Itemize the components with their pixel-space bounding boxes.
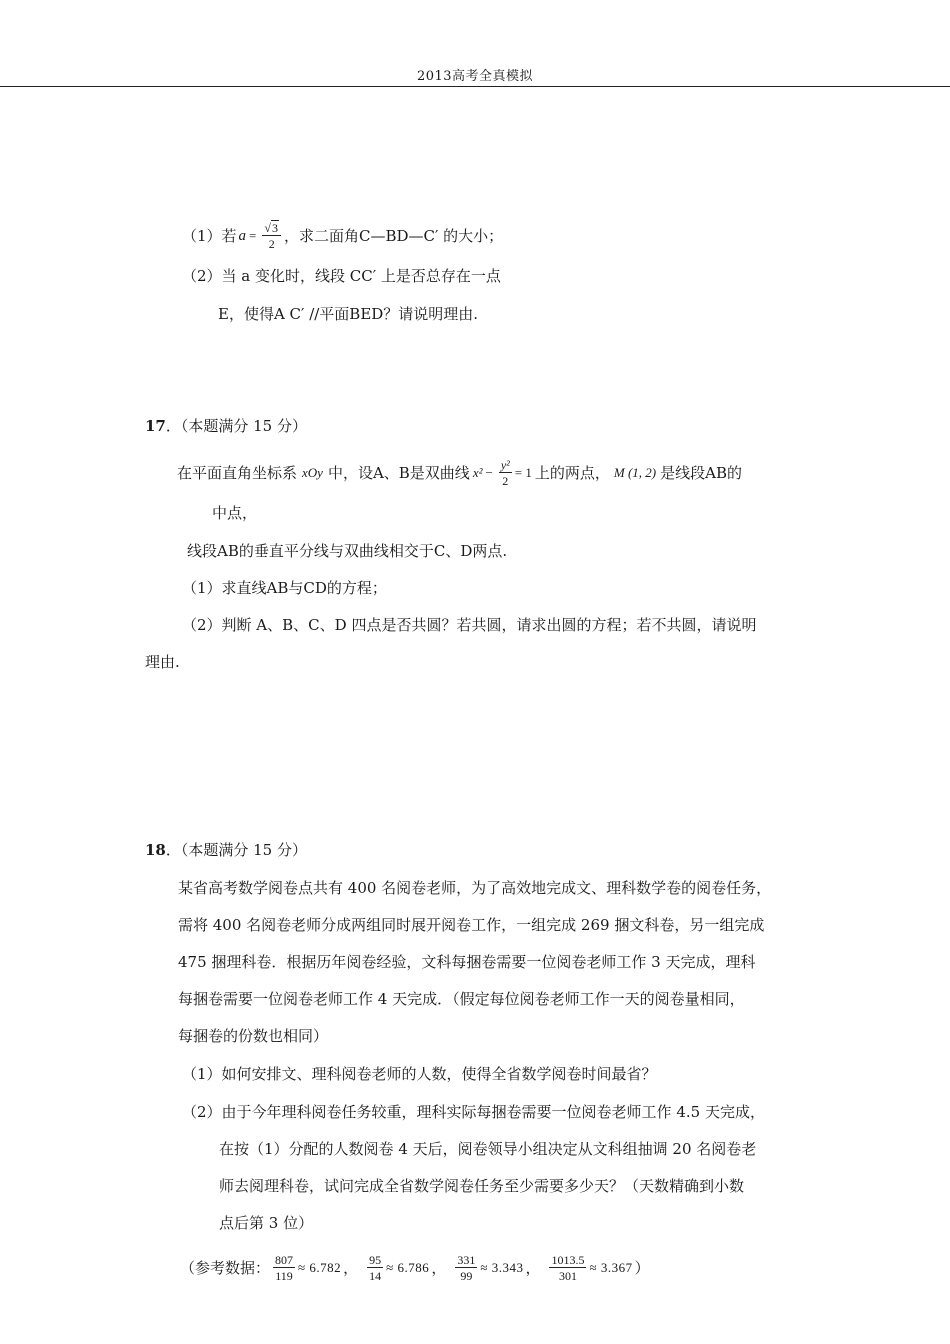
q16-part2-line1: （2）当 a 变化时，线段 CC′ 上是否总存在一点 bbox=[182, 267, 501, 285]
q17-intro-prefix: 在平面直角坐标系 bbox=[177, 464, 298, 482]
q17-intro-end: 是线段AB的 bbox=[660, 464, 742, 482]
q17-hyper-den: 2 bbox=[502, 474, 509, 488]
q16-frac-den: 2 bbox=[268, 237, 275, 251]
ref-fraction-den: 119 bbox=[275, 1269, 293, 1283]
q17-intro-mid: 中，设A、B是双曲线 bbox=[327, 464, 470, 482]
ref-value: ≈ 3.343 bbox=[480, 1260, 524, 1275]
ref-fraction-num: 331 bbox=[457, 1253, 476, 1267]
header-divider bbox=[0, 86, 950, 87]
q16-frac-num: √3 bbox=[262, 222, 281, 236]
q18-sub2-line: 在按（1）分配的人数阅卷 4 天后，阅卷领导小组决定从文科组抽调 20 名阅卷老 bbox=[219, 1140, 757, 1158]
ref-fraction bbox=[273, 1254, 295, 1282]
q18-para-line: 某省高考数学阅卷点共有 400 名阅卷老师，为了高效地完成文、理科数学卷的阅卷任务， bbox=[178, 879, 772, 897]
q16-part1 bbox=[182, 222, 503, 250]
q17-title bbox=[145, 415, 307, 437]
q18-para-line: 每捆卷需要一位阅卷老师工作 4 天完成．（假定每位阅卷老师工作一天的阅卷量相同， bbox=[178, 990, 745, 1008]
q18-para-line: 每捆卷的份数也相同） bbox=[178, 1027, 329, 1045]
q16-part2-line2: E，使得A C′ //平面BED？请说明理由. bbox=[218, 305, 479, 323]
q16-part1-prefix: （1）若 bbox=[182, 227, 237, 245]
ref-prefix: （参考数据： bbox=[180, 1259, 271, 1277]
q17-hyper-minus: − bbox=[485, 465, 493, 480]
q17-point-m: M (1, 2) bbox=[613, 465, 657, 480]
q18-title bbox=[145, 839, 307, 861]
q17-intro bbox=[177, 459, 742, 487]
ref-fraction-num: 95 bbox=[369, 1253, 382, 1267]
q17-sub2-cont: 理由. bbox=[145, 653, 180, 671]
q17-xoy: xOy bbox=[302, 465, 323, 480]
q18-number: 18 bbox=[145, 841, 166, 859]
q17-sub1: （1）求直线AB与CD的方程； bbox=[182, 579, 387, 597]
q18-sub2-line: （2）由于今年理科阅卷任务较重，理科实际每捆卷需要一位阅卷老师工作 4.5 天完成， bbox=[182, 1103, 765, 1121]
q18-sub2-line: 点后第 3 位） bbox=[219, 1214, 314, 1232]
q18-title-text: ．（本题满分 15 分） bbox=[165, 841, 307, 859]
page-header-title: 2013高考全真模拟 bbox=[416, 69, 534, 84]
q17-hyper-num: y² bbox=[500, 458, 510, 472]
q17-hyper-x2: x² bbox=[472, 465, 483, 480]
q17-line2: 中点， bbox=[212, 504, 258, 522]
q18-para-line: 需将 400 名阅卷老师分成两组同时展开阅卷工作，一组完成 269 捆文科卷，另一组完成 bbox=[178, 916, 765, 934]
ref-fraction bbox=[455, 1254, 477, 1282]
ref-separator: ， bbox=[525, 1259, 541, 1277]
q18-reference-data bbox=[180, 1254, 650, 1282]
q18-para-line: 475 捆理科卷．根据历年阅卷经验，文科每捆卷需要一位阅卷老师工作 3 天完成，理科 bbox=[178, 953, 756, 971]
q17-hyper-eq: = 1 bbox=[514, 465, 532, 480]
q17-title-text: ．（本题满分 15 分） bbox=[165, 417, 307, 435]
q16-fraction bbox=[262, 222, 281, 250]
ref-fraction bbox=[549, 1254, 586, 1282]
q17-intro-after: 上的两点， bbox=[534, 464, 610, 482]
q16-part1-suffix: ，求二面角C—BD—C′ 的大小； bbox=[283, 227, 504, 245]
ref-fraction-num: 1013.5 bbox=[551, 1253, 585, 1267]
ref-separator: ， bbox=[343, 1259, 359, 1277]
ref-separator: ， bbox=[431, 1259, 447, 1277]
q17-line3: 线段AB的垂直平分线与双曲线相交于C、D两点. bbox=[187, 542, 508, 560]
q16-var-a: a bbox=[238, 228, 247, 244]
q18-sub1: （1）如何安排文、理科阅卷老师的人数，使得全省数学阅卷时间最省？ bbox=[182, 1065, 657, 1083]
ref-suffix: ） bbox=[634, 1259, 650, 1277]
ref-value: ≈ 6.782 bbox=[298, 1260, 342, 1275]
q18-sub2-line: 师去阅理科卷，试问完成全省数学阅卷任务至少需要多少天？（天数精确到小数 bbox=[219, 1177, 745, 1195]
q17-hyper-fraction bbox=[499, 459, 512, 487]
ref-fraction-den: 301 bbox=[558, 1269, 577, 1283]
ref-fraction-den: 14 bbox=[369, 1269, 382, 1283]
ref-value: ≈ 6.786 bbox=[386, 1260, 430, 1275]
q16-eq: = bbox=[249, 228, 257, 243]
q17-sub2: （2）判断 A、B、C、D 四点是否共圆？若共圆，请求出圆的方程；若不共圆，请说明 bbox=[182, 616, 757, 634]
ref-fraction-num: 807 bbox=[275, 1253, 294, 1267]
q17-number: 17 bbox=[145, 417, 166, 435]
ref-value: ≈ 3.367 bbox=[589, 1260, 633, 1275]
ref-fraction bbox=[367, 1254, 383, 1282]
ref-fraction-den: 99 bbox=[460, 1269, 473, 1283]
